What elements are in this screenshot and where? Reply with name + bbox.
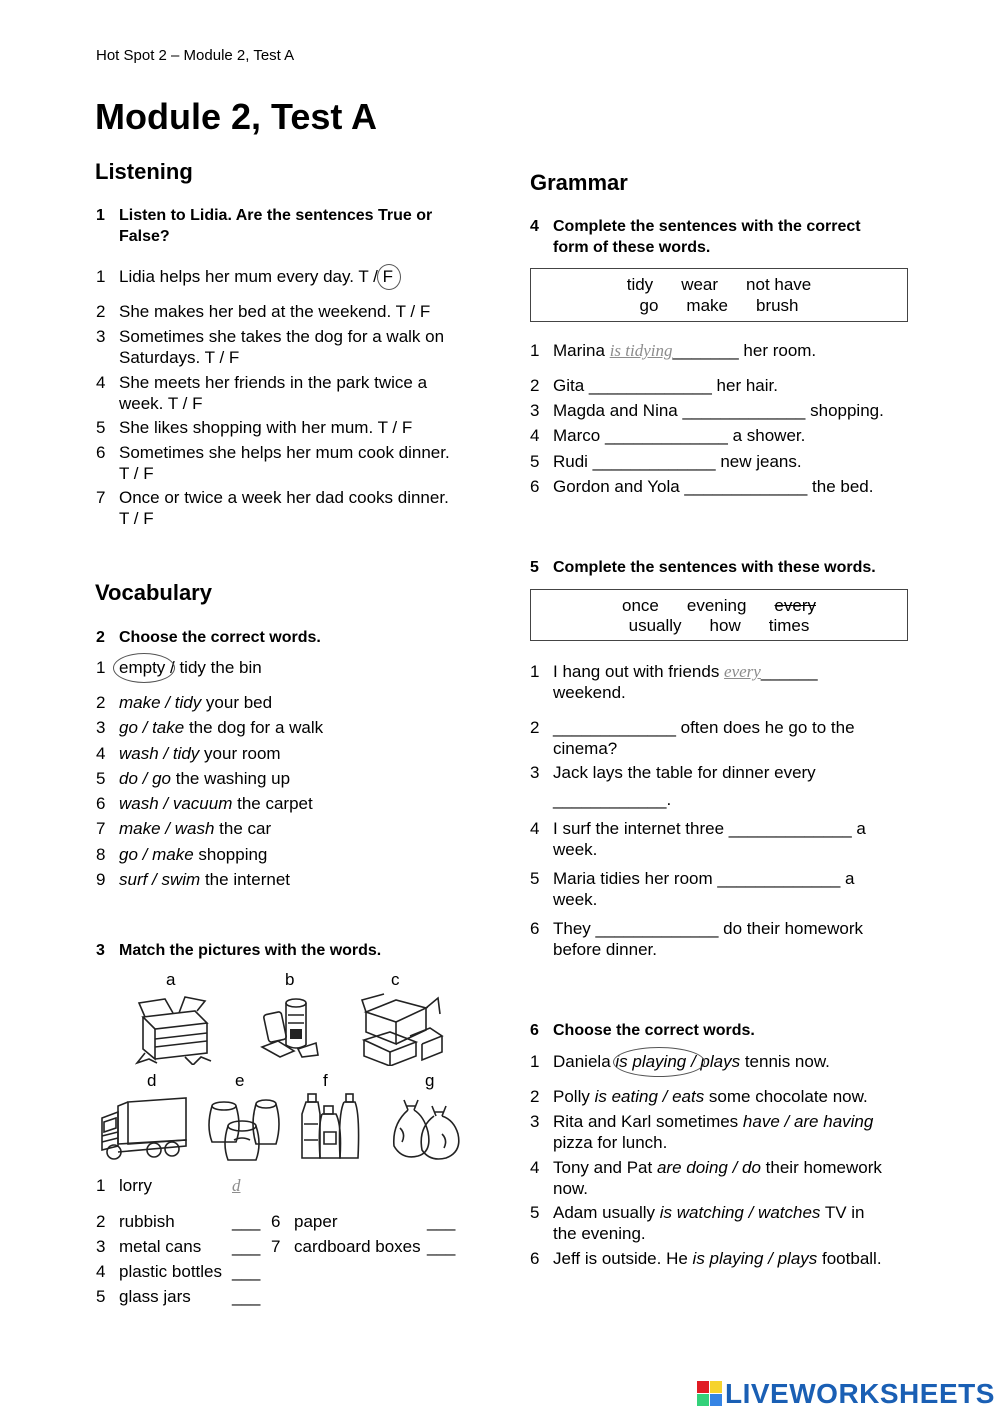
word-choice: is playing / plays [692, 1249, 818, 1268]
picture-label-b: b [285, 970, 295, 989]
metal-cans-picture [258, 995, 322, 1059]
word-choice: are doing / do [656, 1158, 761, 1177]
word-choice: empty / tidy [119, 658, 206, 677]
rubbish-box-picture [135, 993, 215, 1065]
circled-answer: F [383, 267, 393, 286]
picture-label-d: d [147, 1071, 157, 1090]
word-box-task-5: once evening every usually how times [530, 589, 908, 641]
match-answer: d [232, 1176, 241, 1195]
logo-icon [697, 1381, 723, 1407]
cardboard-boxes-picture [360, 992, 444, 1066]
listening-heading: Listening [95, 159, 193, 184]
word-choice: go / make [119, 845, 194, 864]
word-box-task-4: tidy wear not have go make brush [530, 268, 908, 322]
picture-label-a: a [166, 970, 176, 989]
answer-circle-mark [613, 1047, 705, 1077]
word-choice: wash / tidy [119, 744, 200, 763]
answer-is-tidying: is tidying [609, 341, 673, 360]
answer-every: every [724, 662, 761, 681]
worksheet-page: Hot Spot 2 – Module 2, Test A Module 2, Test A Listening 1 Listen to Lidia. Are the sentences True or False? 1 Lidia helps her mum every day. T / F 2 She makes her bed at the weekend. T / F 3 Sometimes she takes the dog for a walk on Saturdays. T / F 4 She meets her friends in the park twice a week. T / F 5 She likes shopping with her mum. T / F 6 Sometimes she helps her mum cook dinner. T / F 7 Once or twice a week her dad cooks dinner. T / F Vocabulary 2 Choose the correct words. 1 empty / tidy the bin 2 make / tidy your bed 3 go / take the dog for a walk 4 wash / tidy your room 5 do / go the washing up 6 wash / vacuum the carpet 7 make / wash the car 8 go / make shopping 9 surf / swim the internet 3 Match the pictures with the words. a b c d e f g 1 lorry d 2 rubbish ___ 3 metal cans ___ 4 plastic bottles ___ 5 glass jars ___ 6 paper ___ 7 cardboard boxes ___ Grammar 4 Complete the sentences with the correct form of these words. tidy wear not have go make brush 1 Marina is tidying_______ her room. 2 Gita _____________ her hair. 3 Magda and Nina _____________ shopping. 4 Marco _____________ a shower. 5 Rudi _____________ new jeans. 6 Gordon and Yola _____________ the bed. 5 Complete the sentences with these words. once evening every usually how times 1 I hang out with friends every______ weekend. 2 _____________ often does he go to the cinema? 3 Jack lays the table for dinner every ____________. 4 I surf the internet three _____________ a week. 5 Maria tidies her room _____________ a week. 6 They _____________ do their homework before dinner. 6 Choose the correct words. 1 Daniela is playing / plays tennis now. 2 Polly is eating / eats some chocolate now. 3 Rita and Karl sometimes have / are having pizza for lunch. 4 Tony and Pat are doing / do their homework now. 5 Adam usually is watching / watches TV in the evening. 6 Jeff is outside. He is playing / plays football. LIVEWORKSHEETS [95, 47, 995, 1409]
picture-label-c: c [391, 970, 400, 989]
word-choice: is eating / eats [594, 1087, 705, 1106]
page-title: Module 2, Test A [95, 96, 378, 137]
answer-circle-mark [377, 264, 401, 290]
rubbish-bags-picture [388, 1094, 462, 1164]
word-choice: make / wash [119, 819, 215, 838]
plastic-bottles-picture [296, 1092, 360, 1164]
word-choice: make / tidy [119, 693, 202, 712]
answer-circle-mark [113, 653, 175, 683]
word-choice: surf / swim [119, 870, 201, 889]
word-choice: is playing / plays [615, 1052, 741, 1071]
word-choice: go / take [119, 718, 185, 737]
liveworksheets-logo: LIVEWORKSHEETS [697, 1378, 995, 1410]
running-header: Hot Spot 2 – Module 2, Test A [96, 47, 295, 64]
picture-label-f: f [323, 1071, 328, 1090]
vocabulary-heading: Vocabulary [95, 580, 212, 605]
grammar-heading: Grammar [530, 170, 628, 195]
word-choice: is watching / watches [659, 1203, 821, 1222]
glass-jars-picture [204, 1096, 280, 1164]
word-choice: wash / vacuum [119, 794, 233, 813]
used-word: every [774, 596, 816, 615]
picture-label-g: g [425, 1071, 435, 1090]
word-choice: do / go [119, 769, 171, 788]
lorry-picture [96, 1096, 188, 1162]
picture-label-e: e [235, 1071, 245, 1090]
word-choice: have / are having [742, 1112, 874, 1131]
